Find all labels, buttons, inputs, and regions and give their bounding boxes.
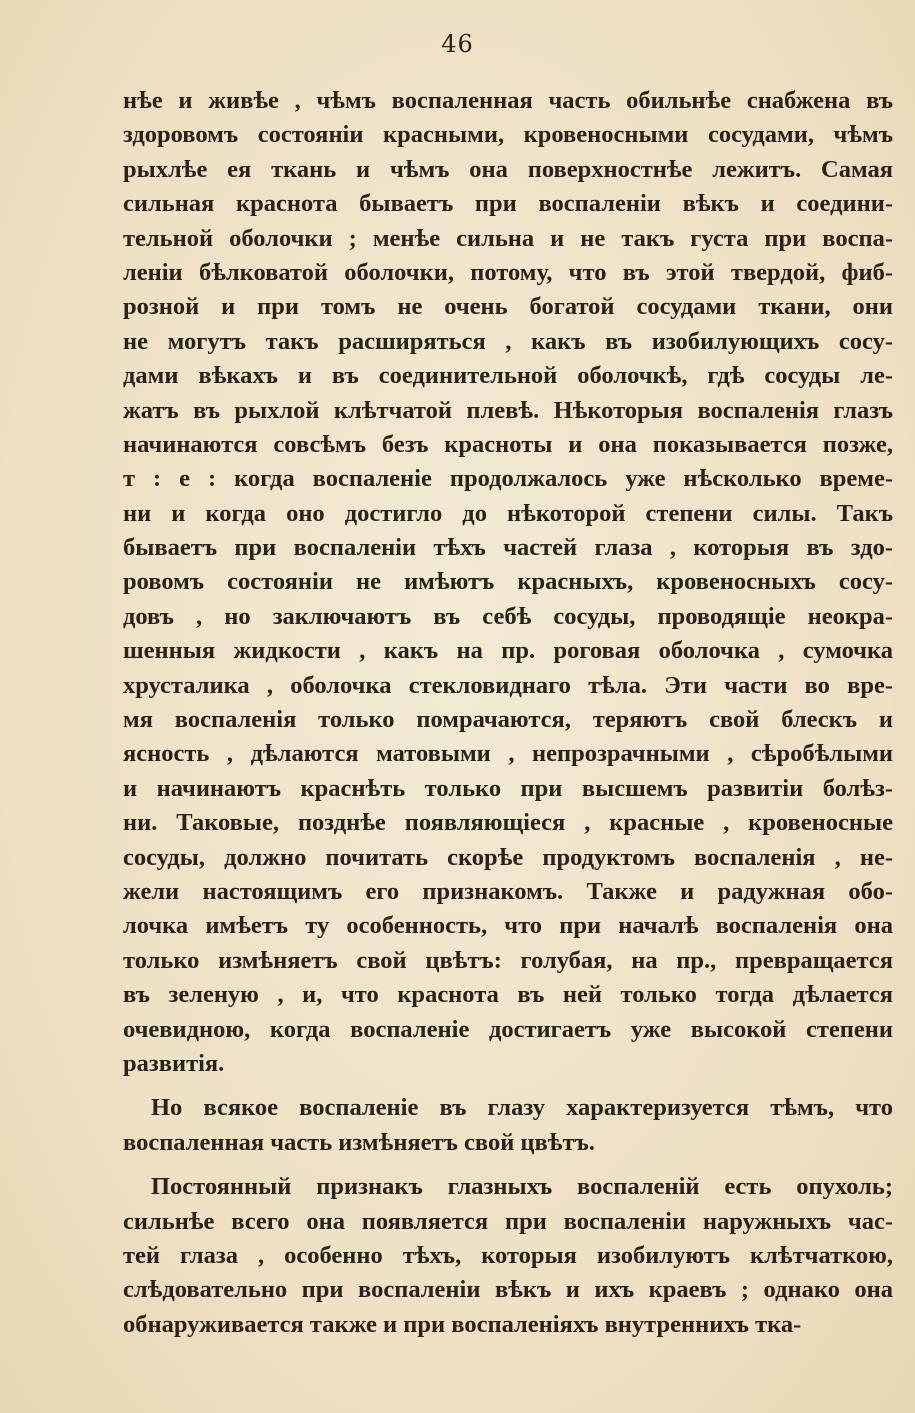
text-line: сильная краснота бываетъ при воспаленіи вѣкъ и соедини- xyxy=(123,190,893,218)
text-line: нѣе и живѣе , чѣмъ воспаленная часть обильнѣе снабжена въ xyxy=(123,87,893,114)
text-line: ни и когда оно достигло до нѣкоторой степени силы. Такъ xyxy=(123,499,893,527)
paragraph-gap xyxy=(123,1160,893,1170)
text-line: леніи бѣлковатой оболочки, потому, что въ этой твердой, фиб- xyxy=(123,258,893,286)
paragraph xyxy=(123,1091,893,1160)
text-line: тельной оболочки ; менѣе сильна и не такъ густа при воспа- xyxy=(123,224,893,252)
text-line: довъ , но заключаютъ въ себѣ сосуды, проводящіе неокра- xyxy=(123,602,893,630)
text-line: розной и при томъ не очень богатой сосудами ткани, они xyxy=(123,293,893,321)
text-line: въ зеленую , и, что краснота въ ней только тогда дѣлается xyxy=(123,981,893,1009)
text-line: здоровомъ состояніи красными, кровеносными сосудами, чѣмъ xyxy=(123,121,893,149)
text-line: шенныя жидкости , какъ на пр. роговая оболочка , сумочка xyxy=(123,637,893,665)
text-line: тей глаза , особенно тѣхъ, которыя изобилуютъ клѣтчаткою, xyxy=(123,1241,893,1269)
text-line: только измѣняетъ свой цвѣтъ: голубая, на пр., превращается xyxy=(123,946,893,974)
page-number: 46 xyxy=(441,30,474,58)
text-line: лочка имѣетъ ту особенность, что при началѣ воспаленія она xyxy=(123,912,893,940)
paragraph xyxy=(123,1170,893,1342)
text-line: сосуды, должно почитать скорѣе продуктомъ воспаленія , не- xyxy=(123,843,893,871)
text-line: ясность , дѣлаются матовыми , непрозрачными , сѣробѣлыми xyxy=(123,740,893,768)
text-line: ни. Таковые, позднѣе появляющіеся , красные , кровеносные xyxy=(123,809,893,837)
text-line: жели настоящимъ его признакомъ. Также и радужная обо- xyxy=(123,877,893,905)
text-line: начинаются совсѣмъ безъ красноты и она показывается позже, xyxy=(123,430,893,458)
text-line: слѣдовательно при воспаленіи вѣкъ и ихъ краевъ ; однако она xyxy=(123,1276,893,1304)
text-line: Постоянный признакъ глазныхъ воспаленій есть опухоль; xyxy=(151,1173,893,1201)
paragraph xyxy=(123,84,893,1081)
text-line: жатъ въ рыхлой клѣтчатой плевѣ. Нѣкоторыя воспаленія глазъ xyxy=(123,396,893,424)
text-line: бываетъ при воспаленіи тѣхъ частей глаза , которыя въ здо- xyxy=(123,534,893,562)
text-line: воспаленная часть измѣняетъ свой цвѣтъ. xyxy=(123,1128,595,1156)
text-line: обнаруживается также и при воспаленіяхъ внутреннихъ тка- xyxy=(123,1310,802,1338)
text-line: хрусталика , оболочка стекловиднаго тѣла. Эти части во вре- xyxy=(123,671,893,699)
paragraph-gap xyxy=(123,1081,893,1091)
text-line: не могутъ такъ расширяться , какъ въ изобилующихъ сосу- xyxy=(123,327,893,355)
text-line: дами вѣкахъ и въ соединительной оболочкѣ, гдѣ сосуды ле- xyxy=(123,362,893,390)
page-text xyxy=(123,84,893,1342)
text-line: развитія. xyxy=(123,1049,225,1077)
text-line: сильнѣе всего она появляется при воспаленіи наружныхъ час- xyxy=(123,1207,893,1235)
text-line: мя воспаленія только помрачаются, теряютъ свой блескъ и xyxy=(123,706,893,734)
text-line: ровомъ состояніи не имѣютъ красныхъ, кровеносныхъ сосу- xyxy=(123,568,893,596)
text-line: рыхлѣе ея ткань и чѣмъ она поверхностнѣе лежитъ. Самая xyxy=(123,155,893,183)
text-line: т : е : когда воспаленіе продолжалось уже нѣсколько време- xyxy=(123,465,893,493)
text-line: Но всякое воспаленіе въ глазу характеризуется тѣмъ, что xyxy=(151,1094,893,1122)
text-line: и начинаютъ краснѣть только при высшемъ развитіи болѣз- xyxy=(123,774,893,802)
text-line: очевидною, когда воспаленіе достигаетъ уже высокой степени xyxy=(123,1015,893,1043)
